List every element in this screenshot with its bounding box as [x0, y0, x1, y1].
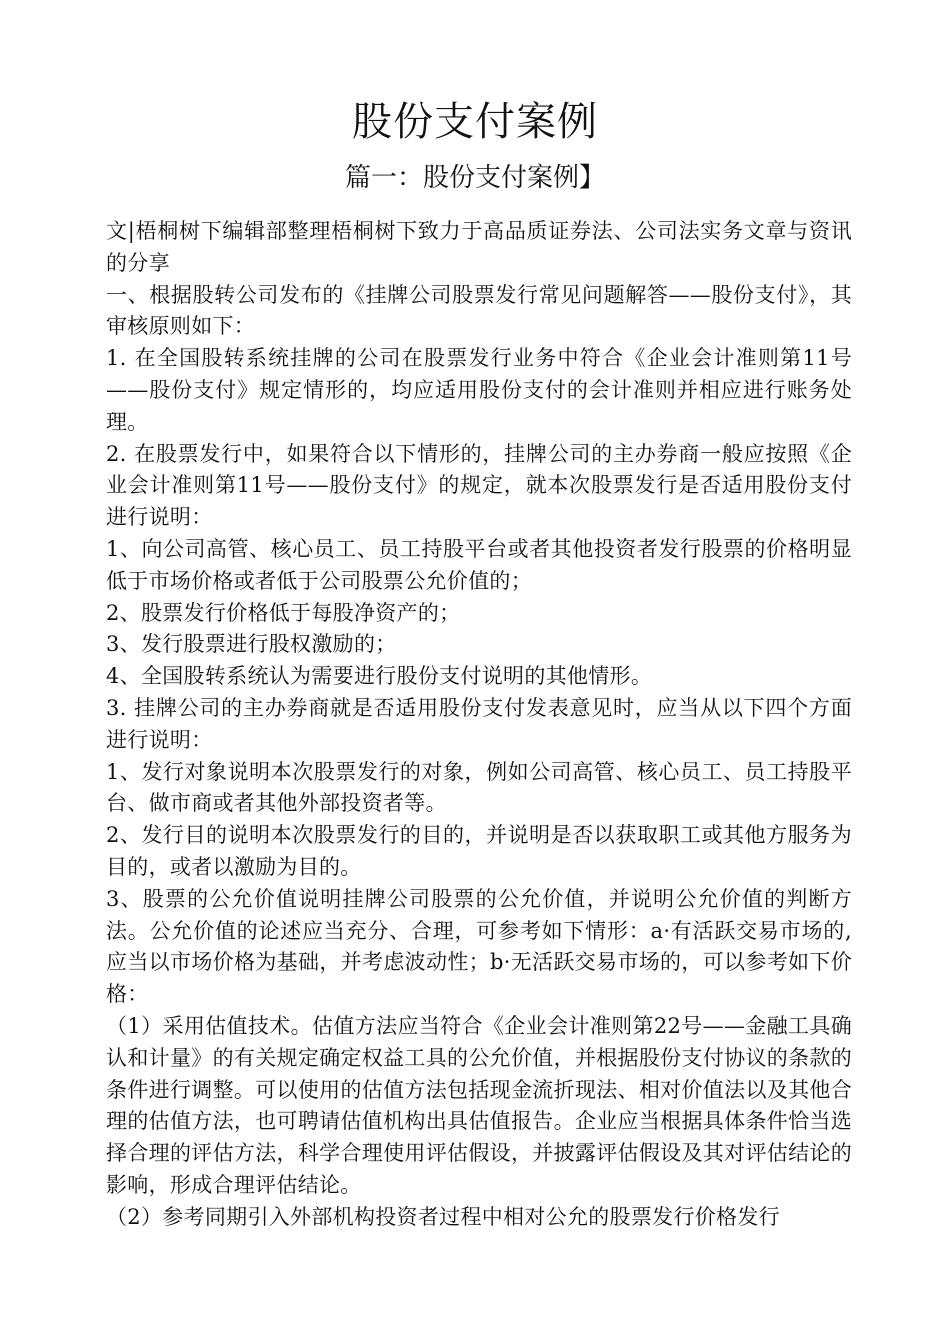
paragraph: 1、发行对象说明本次股票发行的对象，例如公司高管、核心员工、员工持股平台、做市商或者其他外部投资者等。	[106, 759, 852, 816]
paragraph: 4、全国股转系统认为需要进行股份支付说明的其他情形。	[106, 664, 653, 689]
paragraph: （1）采用估值技术。估值方法应当符合《企业会计准则第22号——金融工具确认和计量》的有关规定确定权益工具的公允价值，并根据股份支付协议的条款的条件进行调整。可以使用的估值方法包括现金流折现法、相对价值法以及其他合理的估值方法，也可聘请估值机构出具估值报告。企业应当根据具体条件恰当选择合理的评估方法，科学合理使用评估假设，并披露评估假设及其对评估结论的影响，形成合理评估结论。	[106, 1013, 852, 1197]
document-body	[106, 216, 852, 1234]
document-subtitle: 篇一：股份支付案例】	[344, 163, 605, 193]
paragraph: 2. 在股票发行中，如果符合以下情形的，挂牌公司的主办券商一般应按照《企业会计准则第11号——股份支付》的规定，就本次股票发行是否适用股份支付进行说明：	[106, 441, 852, 530]
paragraph: 2、发行目的说明本次股票发行的目的，并说明是否以获取职工或其他方服务为目的，或者以激励为目的。	[106, 823, 852, 879]
paragraph: 3、股票的公允价值说明挂牌公司股票的公允价值，并说明公允价值的判断方法。公允价值的论述应当充分、合理，可参考如下情形：a·有活跃交易市场的,应当以市场价格为基础，并考虑波动性；b·无活跃交易市场的，可以参考如下价格：	[106, 886, 852, 1007]
paragraph: 1、向公司高管、核心员工、员工持股平台或者其他投资者发行股票的价格明显低于市场价格或者低于公司股票公允价值的；	[106, 536, 852, 593]
paragraph: 文|梧桐树下编辑部整理梧桐树下致力于高品质证券法、公司法实务文章与资讯的分享	[106, 219, 852, 275]
paragraph: （2）参考同期引入外部机构投资者过程中相对公允的股票发行价格发行	[106, 1204, 780, 1229]
paragraph: 3. 挂牌公司的主办券商就是否适用股份支付发表意见时，应当从以下四个方面进行说明：	[106, 695, 852, 752]
paragraph: 3、发行股票进行股权激励的；	[106, 632, 397, 657]
paragraph: 一、根据股转公司发布的《挂牌公司股票发行常见问题解答——股份支付》，其审核原则如下：	[106, 282, 852, 339]
paragraph: 1. 在全国股转系统挂牌的公司在股票发行业务中符合《企业会计准则第11号——股份支付》规定情形的，均应适用股份支付的会计准则并相应进行账务处理。	[106, 346, 852, 434]
paragraph: 2、股票发行价格低于每股净资产的；	[106, 600, 461, 625]
document-title: 股份支付案例	[352, 99, 598, 145]
